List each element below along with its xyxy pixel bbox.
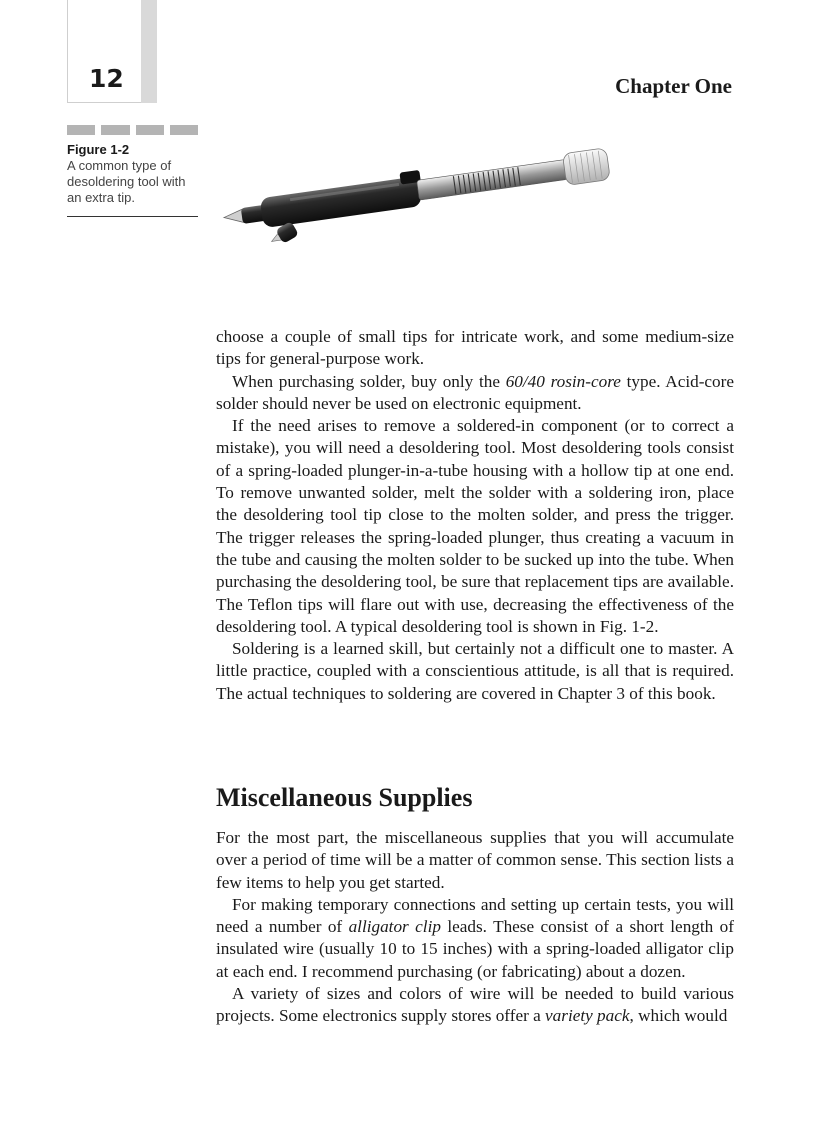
paragraph: Soldering is a learned skill, but certainly not a difficult one to master. A little practice, coupled with a conscientious attitude, is all that is required. The actual techniques to soldering are covered in Chapter 3 of this book. xyxy=(216,639,734,703)
emphasis: variety pack xyxy=(545,1006,630,1026)
desoldering-tool-image xyxy=(220,140,630,260)
section-heading: Miscellaneous Supplies xyxy=(216,783,473,812)
paragraph: When purchasing solder, buy only the 60/40 rosin-core type. Acid-core solder should never be used on electronic equipment. xyxy=(216,371,734,413)
paragraph: A variety of sizes and colors of wire will be needed to build various projects. Some electronics supply stores offer a variety pack, which would xyxy=(216,984,734,1026)
figure-caption xyxy=(67,142,202,206)
emphasis: alligator clip xyxy=(348,917,441,937)
body-text-bottom xyxy=(216,827,734,1028)
chapter-title: Chapter One xyxy=(615,74,732,98)
paragraph: If the need arises to remove a soldered-in component (or to correct a mistake), you will need a desoldering tool. Most desoldering tools consist of a spring-loaded plunger-in-a-tube housing with a hollow tip at one end. To remove unwanted solder, melt the solder with a soldering iron, place the desoldering tool tip close to the molten solder, and press the trigger. The trigger releases the spring-loaded plunger, thus creating a vacuum in the tube and causing the molten solder to be sucked up into the tube. When purchasing the desoldering tool, be sure that replacement tips are available. The Teflon tips will flare out with use, decreasing the effectiveness of the desoldering tool. A typical desoldering tool is shown in Fig. 1-2. xyxy=(216,416,734,636)
figure-label: Figure 1-2 xyxy=(67,142,130,157)
plunger-tube xyxy=(417,159,568,200)
paragraph: choose a couple of small tips for intricate work, and some medium-size tips for general-purpose work. xyxy=(216,327,734,369)
paragraph: For the most part, the miscellaneous supplies that you will accumulate over a period of time will be a matter of common sense. This section lists a few items to help you get started. xyxy=(216,828,734,892)
page-number: 12 xyxy=(89,64,124,93)
page-number-accent-bar xyxy=(141,0,157,103)
paragraph: For making temporary connections and setting up certain tests, you will need a number of alligator clip leads. These consist of a short length of insulated wire (usually 10 to 15 inches) with a spring-loaded alligator clip at each end. I recommend purchasing (or fabricating) about a dozen. xyxy=(216,894,734,981)
caption-rule xyxy=(67,216,198,217)
body-text-top xyxy=(216,326,734,705)
emphasis: 60/40 rosin-core xyxy=(505,371,621,391)
figure-caption-text: A common type of desoldering tool with an extra tip. xyxy=(67,158,186,205)
caption-decoration xyxy=(67,125,198,135)
